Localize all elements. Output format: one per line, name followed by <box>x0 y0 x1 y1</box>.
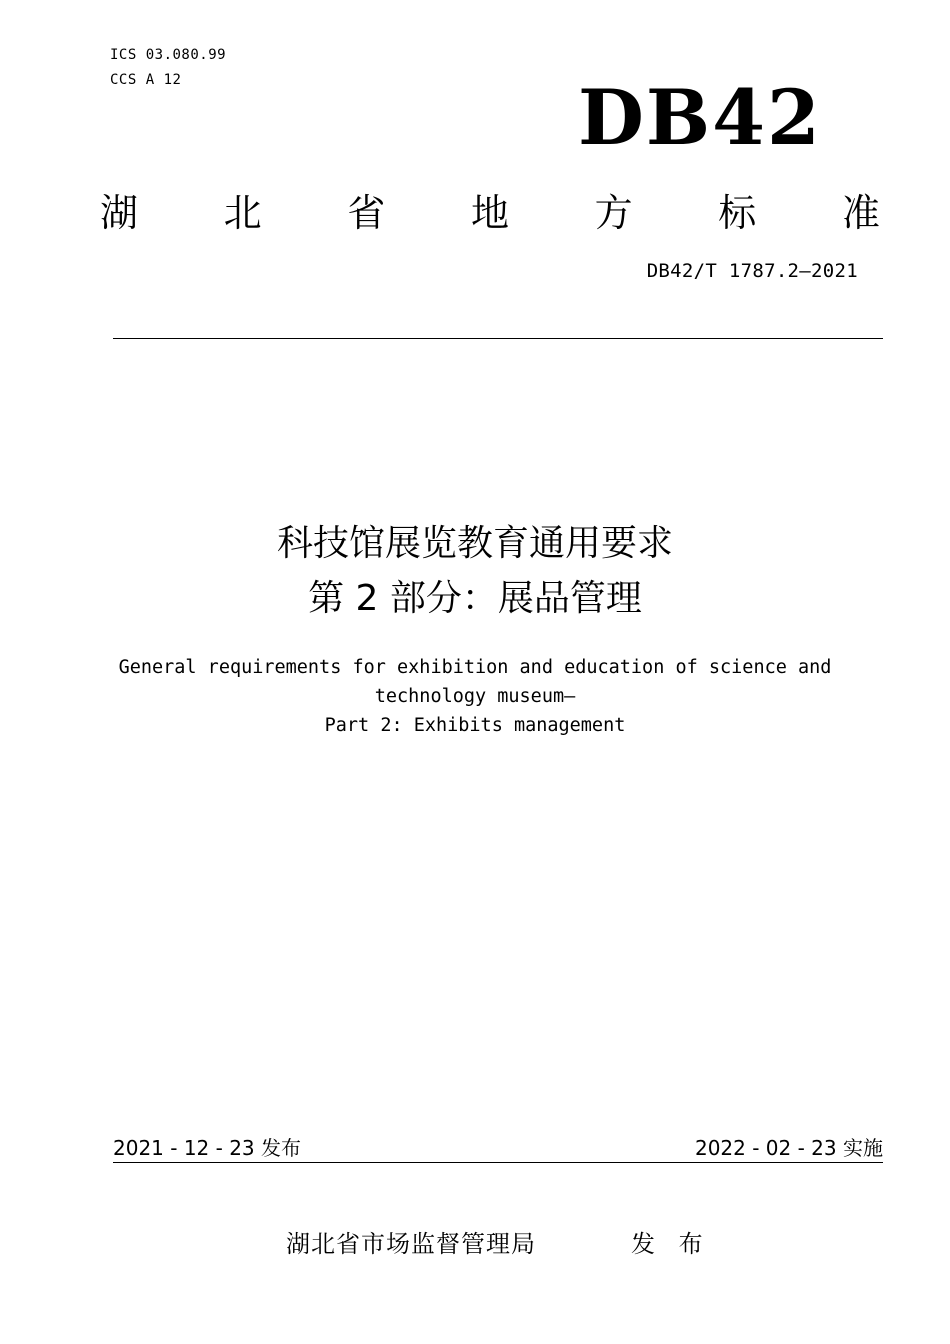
standard-type-char: 地 <box>470 190 509 235</box>
en-title-line-1: General requirements for exhibition and education of science and <box>118 657 832 678</box>
publish-label: 发 布 <box>631 1230 711 1258</box>
bottom-divider <box>113 1162 883 1163</box>
en-title-line-2: technology museum— <box>374 686 576 707</box>
standard-type-char: 方 <box>594 190 633 235</box>
standard-type-title <box>100 184 880 234</box>
standard-type-char: 准 <box>841 190 880 235</box>
standard-type-char: 湖 <box>100 190 139 235</box>
issue-date: 2021 - 12 - 23 发布 <box>113 1136 302 1160</box>
standard-type-char: 北 <box>223 190 262 235</box>
cn-title-part: 第 2 部分：展品管理 <box>308 578 642 619</box>
implementation-date: 2022 - 02 - 23 实施 <box>694 1136 883 1160</box>
cn-title-main: 科技馆展览教育通用要求 <box>276 523 673 564</box>
en-title-line-3: Part 2: Exhibits management <box>324 715 626 736</box>
standard-number: DB42/T 1787.2—2021 <box>646 260 858 282</box>
standard-type-char: 标 <box>718 190 757 235</box>
ics-code: ICS 03.080.99 <box>110 47 227 63</box>
ccs-code: CCS A 12 <box>110 72 182 88</box>
top-divider <box>113 338 883 339</box>
publisher-name: 湖北省市场监督管理局 <box>286 1230 536 1258</box>
standard-type-char: 省 <box>347 190 386 235</box>
db42-logo: DB42 <box>578 73 822 162</box>
